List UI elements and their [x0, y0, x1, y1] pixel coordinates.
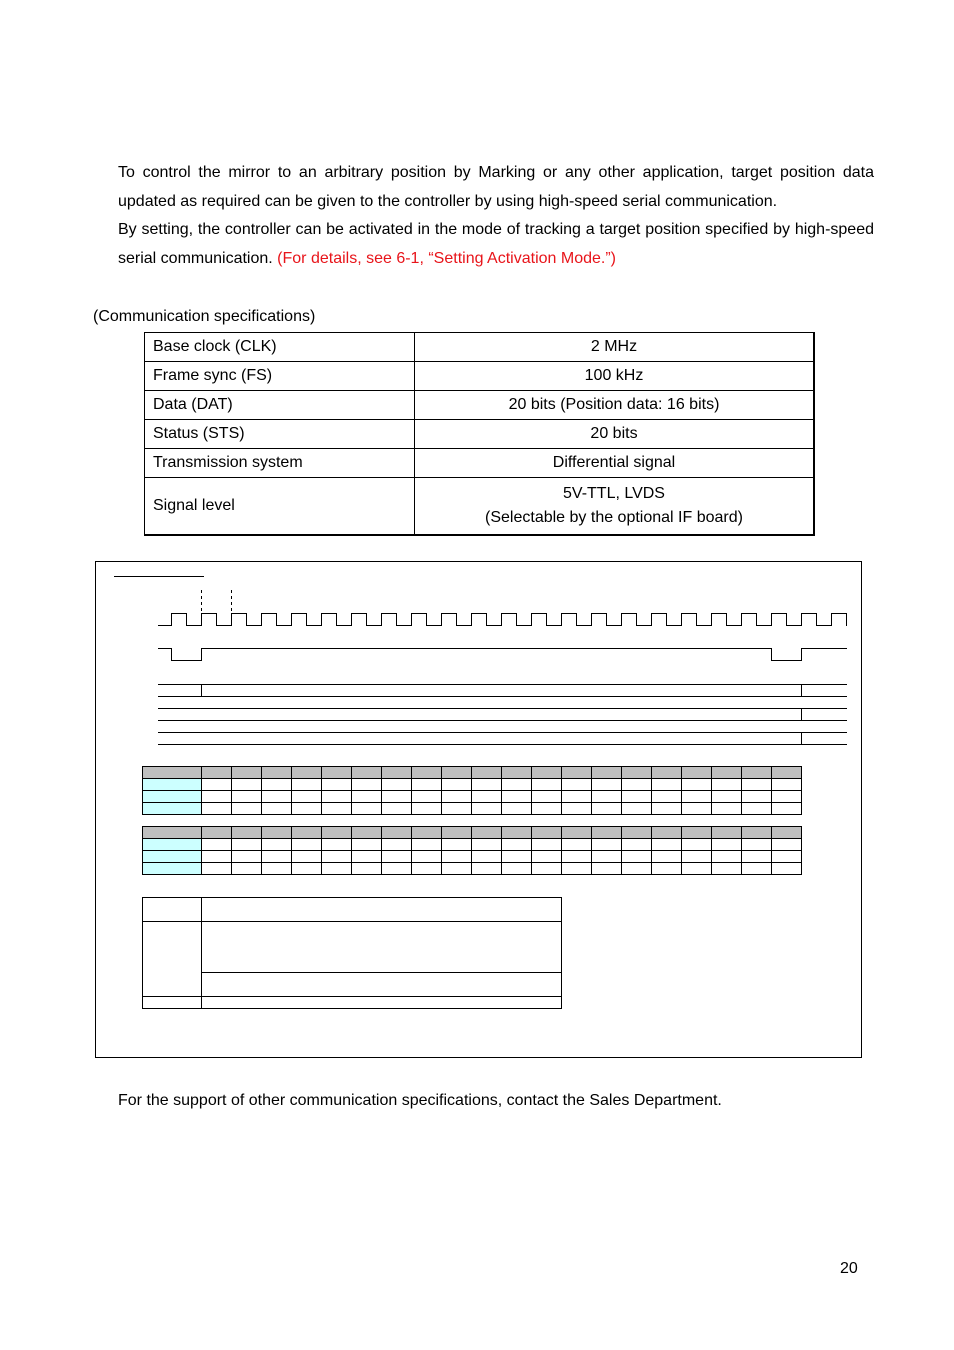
- bit-table-cell: [232, 863, 262, 875]
- bit-table-cell: [262, 779, 292, 791]
- bit-table-label-cell: [143, 791, 202, 803]
- bit-table-cell: [622, 839, 652, 851]
- bit-table-cell: [622, 863, 652, 875]
- bit-table-cell: [322, 827, 352, 839]
- spec-item: Frame sync (FS): [145, 362, 415, 391]
- bit-table-cell: [382, 791, 412, 803]
- bit-table-cell: [352, 767, 382, 779]
- bit-table-cell: [472, 827, 502, 839]
- bit-table-cell: [652, 827, 682, 839]
- bit-table-cell: [502, 779, 532, 791]
- bit-table-cell: [442, 791, 472, 803]
- bit-table-cell: [712, 803, 742, 815]
- bit-table-cell: [472, 863, 502, 875]
- bit-table-cell: [652, 779, 682, 791]
- bit-table-cell: [502, 767, 532, 779]
- bit-table-cell: [352, 863, 382, 875]
- bit-table-cell: [202, 851, 232, 863]
- bit-table-cell: [292, 851, 322, 863]
- bit-table-cell: [412, 863, 442, 875]
- bit-table-cell: [472, 839, 502, 851]
- bit-table-cell: [532, 851, 562, 863]
- bit-table-cell: [292, 791, 322, 803]
- bit-table-cell: [682, 839, 712, 851]
- footer-note: For the support of other communication specifications, contact the Sales Department.: [118, 1092, 722, 1109]
- bit-table-cell: [262, 791, 292, 803]
- bit-table-cell: [412, 827, 442, 839]
- bit-table-cell: [562, 767, 592, 779]
- bit-table-cell: [322, 767, 352, 779]
- bit-table-cell: [442, 767, 472, 779]
- bit-table-cell: [712, 851, 742, 863]
- fs-waveform: [158, 649, 847, 661]
- bit-table-cell: [772, 863, 802, 875]
- bit-table-cell: [292, 863, 322, 875]
- bit-table-cell: [622, 851, 652, 863]
- bit-table-cell: [262, 863, 292, 875]
- spec-value: 20 bits (Position data: 16 bits): [415, 391, 815, 420]
- intro-paragraph-1: To control the mirror to an arbitrary position by Marking or any other application, target position data updated as required can be given to the controller by using high-speed serial communication.: [118, 164, 874, 210]
- bit-table: [143, 827, 802, 875]
- spec-value-line-1: 5V-TTL, LVDS: [563, 485, 665, 502]
- bit-table-cell: [532, 863, 562, 875]
- bit-table-cell: [262, 839, 292, 851]
- bit-table-cell: [352, 827, 382, 839]
- clk-waveform: [158, 614, 847, 626]
- bit-table-cell: [262, 851, 292, 863]
- bit-table-cell: [502, 827, 532, 839]
- bit-table-cell: [382, 839, 412, 851]
- bit-table-cell: [712, 863, 742, 875]
- bit-tables-group: [143, 767, 802, 875]
- bit-table-cell: [622, 803, 652, 815]
- bit-table-cell: [352, 839, 382, 851]
- bit-table-cell: [682, 827, 712, 839]
- bit-table-cell: [442, 827, 472, 839]
- spec-value: 100 kHz: [415, 362, 815, 391]
- bit-table-cell: [262, 767, 292, 779]
- bit-table-cell: [232, 779, 262, 791]
- bit-table-cell: [412, 779, 442, 791]
- spec-value: 20 bits: [415, 420, 815, 449]
- bit-table-cell: [322, 791, 352, 803]
- bit-table-label-cell: [143, 851, 202, 863]
- bit-table-cell: [682, 851, 712, 863]
- bit-table-cell: [562, 827, 592, 839]
- bit-table-cell: [532, 791, 562, 803]
- bit-table-cell: [742, 851, 772, 863]
- bit-table-cell: [592, 767, 622, 779]
- bit-table-cell: [292, 839, 322, 851]
- bit-table-cell: [322, 863, 352, 875]
- bit-table: [143, 767, 802, 815]
- bit-table-cell: [442, 851, 472, 863]
- bit-table-cell: [382, 767, 412, 779]
- bit-table-cell: [592, 839, 622, 851]
- bit-table-cell: [622, 767, 652, 779]
- bit-table-cell: [592, 827, 622, 839]
- bit-table-cell: [382, 779, 412, 791]
- bit-table-cell: [202, 791, 232, 803]
- bit-table-cell: [772, 767, 802, 779]
- bit-table-label-cell: [143, 767, 202, 779]
- bit-table-cell: [472, 779, 502, 791]
- bit-table-cell: [502, 839, 532, 851]
- bit-table-label-cell: [143, 863, 202, 875]
- bit-table-cell: [412, 851, 442, 863]
- bit-table-cell: [562, 791, 592, 803]
- bit-table-cell: [412, 803, 442, 815]
- bit-table-cell: [352, 779, 382, 791]
- bit-table-cell: [532, 827, 562, 839]
- spec-item: Signal level: [145, 478, 415, 536]
- bit-table-cell: [562, 839, 592, 851]
- bit-table-cell: [202, 803, 232, 815]
- bit-table-cell: [682, 803, 712, 815]
- bit-table-cell: [232, 767, 262, 779]
- bit-table-cell: [202, 767, 232, 779]
- bit-table-cell: [292, 779, 322, 791]
- bit-table-cell: [742, 863, 772, 875]
- bit-table-cell: [382, 803, 412, 815]
- bit-table-cell: [442, 779, 472, 791]
- bit-table-cell: [202, 839, 232, 851]
- bit-table-cell: [772, 839, 802, 851]
- activation-mode-reference: (For details, see 6-1, “Setting Activation Mode.”): [277, 249, 616, 267]
- bit-table-cell: [562, 863, 592, 875]
- bit-table-cell: [232, 791, 262, 803]
- bit-table-cell: [592, 803, 622, 815]
- bit-table-cell: [712, 767, 742, 779]
- clk-waveform-group: [158, 614, 847, 626]
- bit-table-cell: [562, 851, 592, 863]
- bit-table-cell: [322, 839, 352, 851]
- bit-table-cell: [502, 803, 532, 815]
- bit-table-cell: [262, 803, 292, 815]
- bit-table-cell: [322, 779, 352, 791]
- bit-table-cell: [652, 767, 682, 779]
- bit-table-cell: [412, 767, 442, 779]
- spec-item: Transmission system: [145, 449, 415, 478]
- bit-table-cell: [322, 803, 352, 815]
- bit-table-label-cell: [143, 803, 202, 815]
- bit-table-cell: [592, 779, 622, 791]
- bit-table-cell: [742, 839, 772, 851]
- bit-table-cell: [502, 863, 532, 875]
- bit-table-cell: [202, 779, 232, 791]
- bit-table-cell: [382, 827, 412, 839]
- bit-table-cell: [742, 779, 772, 791]
- bit-table-cell: [472, 791, 502, 803]
- bit-table-cell: [622, 779, 652, 791]
- bit-table-cell: [352, 851, 382, 863]
- bit-table-cell: [742, 803, 772, 815]
- bit-table-cell: [442, 839, 472, 851]
- spec-item: Data (DAT): [145, 391, 415, 420]
- bit-table-cell: [202, 863, 232, 875]
- bit-table-cell: [712, 839, 742, 851]
- bit-table-cell: [562, 779, 592, 791]
- spec-item: Base clock (CLK): [145, 333, 415, 362]
- bit-table-cell: [292, 803, 322, 815]
- page-number: 20: [840, 1260, 858, 1277]
- bit-table-cell: [292, 827, 322, 839]
- bit-table-cell: [712, 827, 742, 839]
- bit-table-cell: [532, 839, 562, 851]
- bit-table-cell: [532, 803, 562, 815]
- bit-table-cell: [622, 791, 652, 803]
- bit-table-cell: [712, 791, 742, 803]
- bit-table-cell: [772, 791, 802, 803]
- bit-table-cell: [592, 851, 622, 863]
- bit-table-cell: [442, 863, 472, 875]
- bit-table-cell: [322, 851, 352, 863]
- bit-table-cell: [652, 851, 682, 863]
- bit-table-cell: [352, 791, 382, 803]
- bit-table-cell: [412, 839, 442, 851]
- bit-table-label-cell: [143, 839, 202, 851]
- bit-table-cell: [772, 803, 802, 815]
- bit-table-cell: [652, 791, 682, 803]
- bit-table-cell: [622, 827, 652, 839]
- bit-table-cell: [352, 803, 382, 815]
- intro-paragraph-2-text: By setting, the controller can be activated in the mode of tracking a target position specified by high-speed serial communication.: [118, 221, 874, 267]
- spec-value: Differential signal: [415, 449, 815, 478]
- bit-table-cell: [412, 791, 442, 803]
- bit-table-cell: [682, 779, 712, 791]
- bit-table-cell: [772, 779, 802, 791]
- bit-table-cell: [652, 863, 682, 875]
- bit-table-cell: [592, 791, 622, 803]
- bit-table-cell: [502, 851, 532, 863]
- bit-table-cell: [232, 803, 262, 815]
- legend-table: [143, 898, 562, 1009]
- bit-table-cell: [742, 767, 772, 779]
- bit-table-label-cell: [143, 827, 202, 839]
- bit-table-cell: [682, 791, 712, 803]
- spec-item: Status (STS): [145, 420, 415, 449]
- bit-table-cell: [232, 851, 262, 863]
- bit-table-cell: [562, 803, 592, 815]
- bit-table-cell: [202, 827, 232, 839]
- bit-table-cell: [472, 851, 502, 863]
- bit-table-cell: [262, 827, 292, 839]
- bit-table-cell: [682, 767, 712, 779]
- bit-table-cell: [442, 803, 472, 815]
- spec-value: 2 MHz: [415, 333, 815, 362]
- bit-table-cell: [382, 863, 412, 875]
- bit-table-cell: [532, 767, 562, 779]
- bit-table-cell: [502, 791, 532, 803]
- bit-table-cell: [772, 851, 802, 863]
- bit-table-cell: [232, 839, 262, 851]
- bit-table-label-cell: [143, 779, 202, 791]
- bit-table-cell: [742, 827, 772, 839]
- bit-table-cell: [472, 767, 502, 779]
- bit-table-cell: [232, 827, 262, 839]
- bit-table-cell: [592, 863, 622, 875]
- bit-table-cell: [292, 767, 322, 779]
- spec-table-caption: (Communication specifications): [93, 308, 316, 325]
- bit-table-cell: [712, 779, 742, 791]
- bit-table-cell: [532, 779, 562, 791]
- bit-table-cell: [652, 803, 682, 815]
- spec-value-line-2: (Selectable by the optional IF board): [485, 509, 743, 526]
- bit-table-cell: [772, 827, 802, 839]
- bit-table-cell: [472, 803, 502, 815]
- bit-table-cell: [382, 851, 412, 863]
- bit-table-cell: [682, 863, 712, 875]
- bit-table-cell: [742, 791, 772, 803]
- bit-table-cell: [652, 839, 682, 851]
